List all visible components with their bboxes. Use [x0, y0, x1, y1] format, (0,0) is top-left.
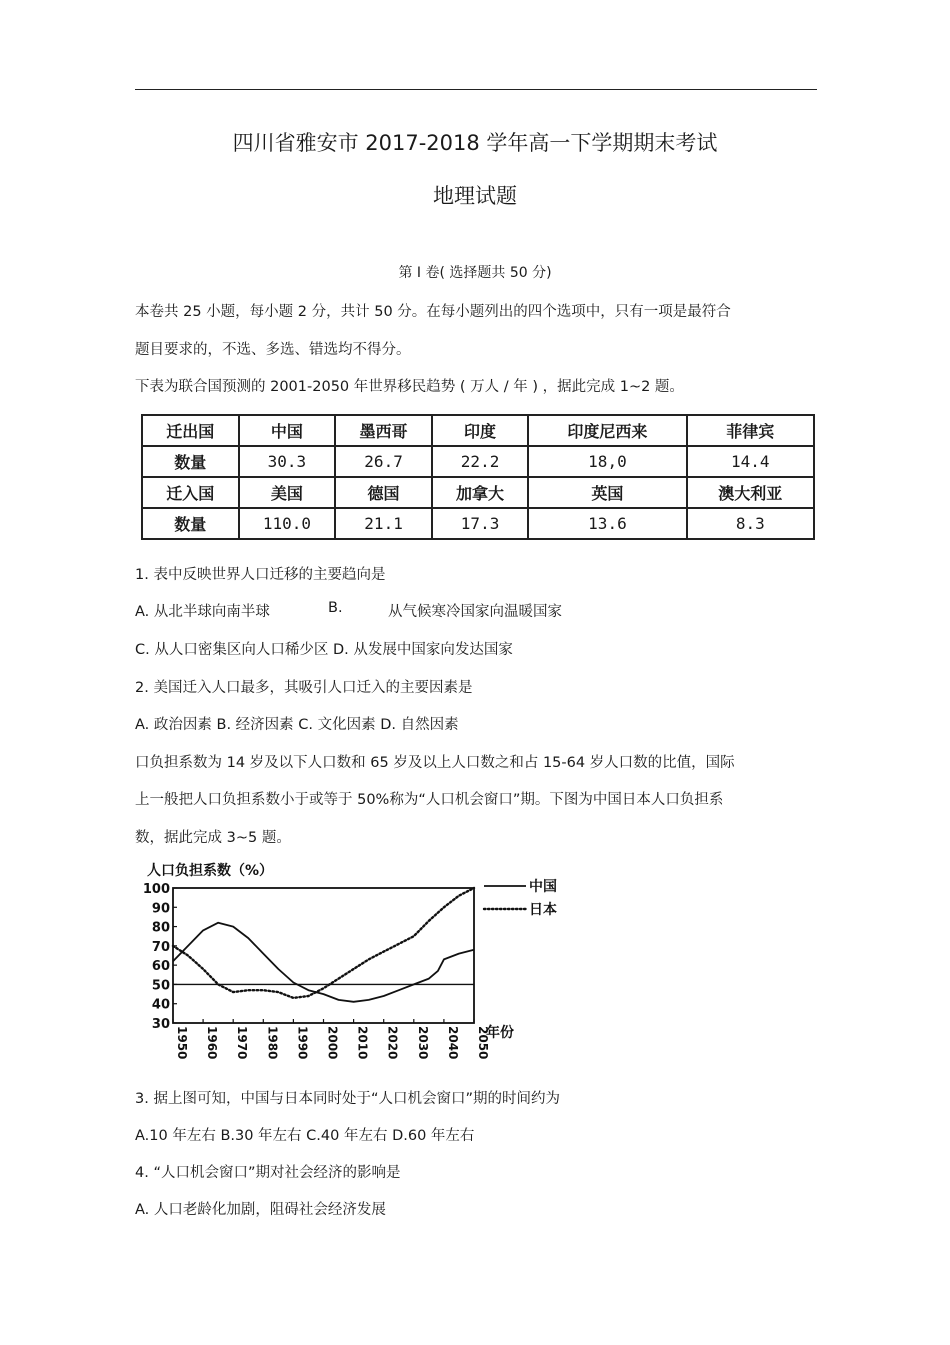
- table-cell: 墨西哥: [335, 415, 432, 446]
- table-cell: 中国: [239, 415, 336, 446]
- table-row: [142, 446, 814, 477]
- page-subtitle: 地理试题: [433, 184, 517, 208]
- x-axis-label: 年份: [486, 1025, 514, 1041]
- y-tick-label: 80: [151, 920, 170, 936]
- q3-options: A.10 年左右 B.30 年左右 C.40 年左右 D.60 年左右: [135, 1128, 475, 1144]
- q2-options: A. 政治因素 B. 经济因素 C. 文化因素 D. 自然因素: [135, 717, 459, 733]
- table-cell: 数量: [142, 446, 239, 477]
- q3-stem: 3. 据上图可知，中国与日本同时处于“人口机会窗口”期的时间约为: [135, 1091, 560, 1107]
- q1-options-cd: C. 从人口密集区向人口稀少区 D. 从发展中国家向发达国家: [135, 642, 513, 658]
- q4-stem: 4. “人口机会窗口”期对社会经济的影响是: [135, 1165, 401, 1181]
- q1-option-a: A. 从北半球向南半球: [135, 604, 270, 620]
- intro-dependency-3: 数，据此完成 3~5 题。: [135, 830, 291, 846]
- legend-label-1: 日本: [529, 902, 557, 918]
- y-tick-label: 50: [151, 978, 170, 994]
- q4-option-a: A. 人口老龄化加剧，阻碍社会经济发展: [135, 1202, 386, 1218]
- table-cell: 数量: [142, 508, 239, 539]
- x-tick-label: 1980: [265, 1026, 280, 1060]
- table-row: [142, 508, 814, 539]
- q2-stem: 2. 美国迁入人口最多，其吸引人口迁入的主要因素是: [135, 680, 473, 696]
- y-tick-label: 90: [151, 901, 170, 917]
- series-line-1: [173, 888, 474, 998]
- table-cell: 澳大利亚: [687, 477, 814, 508]
- q1-stem: 1. 表中反映世界人口迁移的主要趋向是: [135, 567, 386, 583]
- top-rule: [135, 89, 817, 90]
- section-heading: 第 I 卷( 选择题共 50 分): [398, 265, 552, 281]
- series-line-0: [173, 923, 474, 1002]
- table-cell: 21.1: [335, 508, 432, 539]
- table-cell: 印度尼西来: [528, 415, 686, 446]
- q1-option-b-text: 从气候寒冷国家向温暖国家: [388, 604, 562, 620]
- y-tick-label: 30: [151, 1017, 170, 1032]
- table-cell: 美国: [239, 477, 336, 508]
- table-cell: 菲律宾: [687, 415, 814, 446]
- table-cell: 加拿大: [432, 477, 529, 508]
- x-tick-label: 2050: [476, 1026, 490, 1060]
- x-tick-label: 2000: [325, 1026, 340, 1060]
- x-tick-label: 1960: [205, 1026, 220, 1060]
- intro-dependency-1: 口负担系数为 14 岁及以下人口数和 65 岁及以上人口数之和占 15-64 岁人口数的比值，国际: [135, 755, 735, 771]
- dependency-ratio-chart: [135, 855, 565, 1065]
- table-cell: 110.0: [239, 508, 336, 539]
- y-tick-label: 100: [142, 882, 170, 897]
- table-cell: 18,0: [528, 446, 686, 477]
- table-cell: 26.7: [335, 446, 432, 477]
- intro-dependency-2: 上一般把人口负担系数小于或等于 50%称为“人口机会窗口”期。下图为中国日本人口负担系: [135, 792, 724, 808]
- table-row: [142, 415, 814, 446]
- table-row: [142, 477, 814, 508]
- table-cell: 德国: [335, 477, 432, 508]
- x-tick-label: 1970: [235, 1026, 250, 1060]
- table-cell: 17.3: [432, 508, 529, 539]
- intro-migration: 下表为联合国预测的 2001-2050 年世界移民趋势 ( 万人 / 年 ) ，据此完成 1~2 题。: [135, 379, 684, 395]
- x-tick-label: 2020: [385, 1026, 400, 1060]
- legend-label-0: 中国: [529, 879, 557, 895]
- q1-option-b: B.: [328, 600, 343, 616]
- y-tick-label: 60: [151, 959, 170, 975]
- chart-title: 人口负担系数（%）: [147, 863, 274, 879]
- table-cell: 印度: [432, 415, 529, 446]
- table-cell: 英国: [528, 477, 686, 508]
- table-cell: 30.3: [239, 446, 336, 477]
- y-tick-label: 40: [151, 997, 170, 1013]
- table-cell: 13.6: [528, 508, 686, 539]
- x-tick-label: 2030: [415, 1026, 430, 1060]
- table-cell: 14.4: [687, 446, 814, 477]
- table-cell: 迁入国: [142, 477, 239, 508]
- x-tick-label: 2040: [445, 1026, 460, 1060]
- table-cell: 22.2: [432, 446, 529, 477]
- instruction-line-2: 题目要求的，不选、多选、错选均不得分。: [135, 342, 411, 358]
- table-cell: 迁出国: [142, 415, 239, 446]
- migration-table: [141, 414, 815, 540]
- x-tick-label: 2010: [355, 1026, 370, 1060]
- plot-frame: [173, 888, 474, 1023]
- y-tick-label: 70: [151, 939, 170, 955]
- x-tick-label: 1950: [175, 1026, 189, 1060]
- instruction-line-1: 本卷共 25 小题，每小题 2 分，共计 50 分。在每小题列出的四个选项中，只有一项是最符合: [135, 304, 731, 320]
- page-title: 四川省雅安市 2017-2018 学年高一下学期期末考试: [232, 131, 718, 155]
- x-tick-label: 1990: [295, 1026, 310, 1060]
- table-cell: 8.3: [687, 508, 814, 539]
